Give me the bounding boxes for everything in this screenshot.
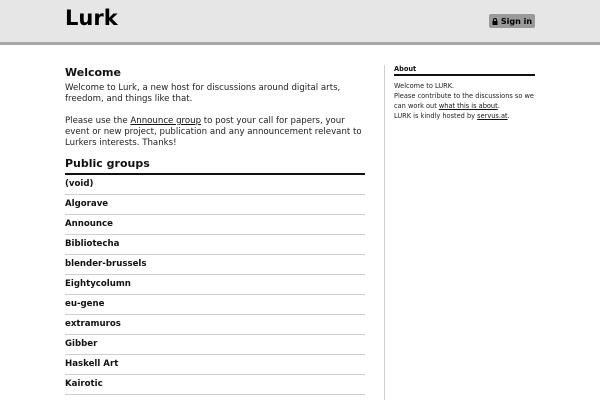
lock-icon: [492, 18, 498, 25]
about-welcome: Welcome to LURK.: [394, 82, 455, 90]
main-content: [65, 65, 365, 389]
intro-text: Welcome to Lurk, a new host for discussions around digital arts, freedom, and things like that.: [65, 83, 341, 104]
header-bar: [0, 0, 600, 45]
announce-text-before: Please use the: [65, 116, 131, 126]
about-divider: [394, 74, 535, 76]
group-link-algorave[interactable]: Algorave: [65, 195, 365, 215]
what-this-is-about-link[interactable]: what this is about: [438, 102, 498, 110]
site-title[interactable]: Lurk: [65, 6, 118, 30]
group-link-gibber[interactable]: Gibber: [65, 335, 365, 355]
servus-link[interactable]: servus.at: [477, 112, 508, 120]
announce-group-link[interactable]: Announce group: [130, 116, 202, 126]
public-groups-heading: Public groups: [65, 157, 150, 170]
group-link-kairotic[interactable]: Kairotic: [65, 375, 365, 395]
group-link-bibliotecha[interactable]: Bibliotecha: [65, 235, 365, 255]
announce-text: [65, 116, 365, 149]
group-link-blender-brussels[interactable]: blender-brussels: [65, 255, 365, 275]
sign-in-button[interactable]: [489, 14, 535, 28]
announce-text-after: to post your call for papers, your event or new project, publication and any announcement relevant to Lurkers interests. Thanks!: [65, 116, 362, 148]
group-link-announce[interactable]: Announce: [65, 215, 365, 235]
about-text: [394, 81, 535, 121]
about-sidebar: [394, 65, 535, 121]
group-link-eu-gene[interactable]: eu-gene: [65, 295, 365, 315]
group-link-eightycolumn[interactable]: Eightycolumn: [65, 275, 365, 295]
about-hosted-after: .: [507, 112, 510, 120]
group-link-void[interactable]: (void): [65, 175, 365, 195]
groups-list: [65, 175, 365, 395]
group-link-haskell-art[interactable]: Haskell Art: [65, 355, 365, 375]
column-divider: [384, 65, 385, 400]
about-heading: About: [394, 65, 417, 73]
sign-in-label: Sign in: [500, 16, 533, 26]
group-link-extramuros[interactable]: extramuros: [65, 315, 365, 335]
about-hosted-before: LURK is kindly hosted by: [394, 112, 478, 120]
welcome-heading: Welcome: [65, 66, 121, 79]
about-contribute-after: .: [497, 102, 500, 110]
about-contribute-before: Please contribute to the discussions so we can work out: [394, 92, 534, 110]
